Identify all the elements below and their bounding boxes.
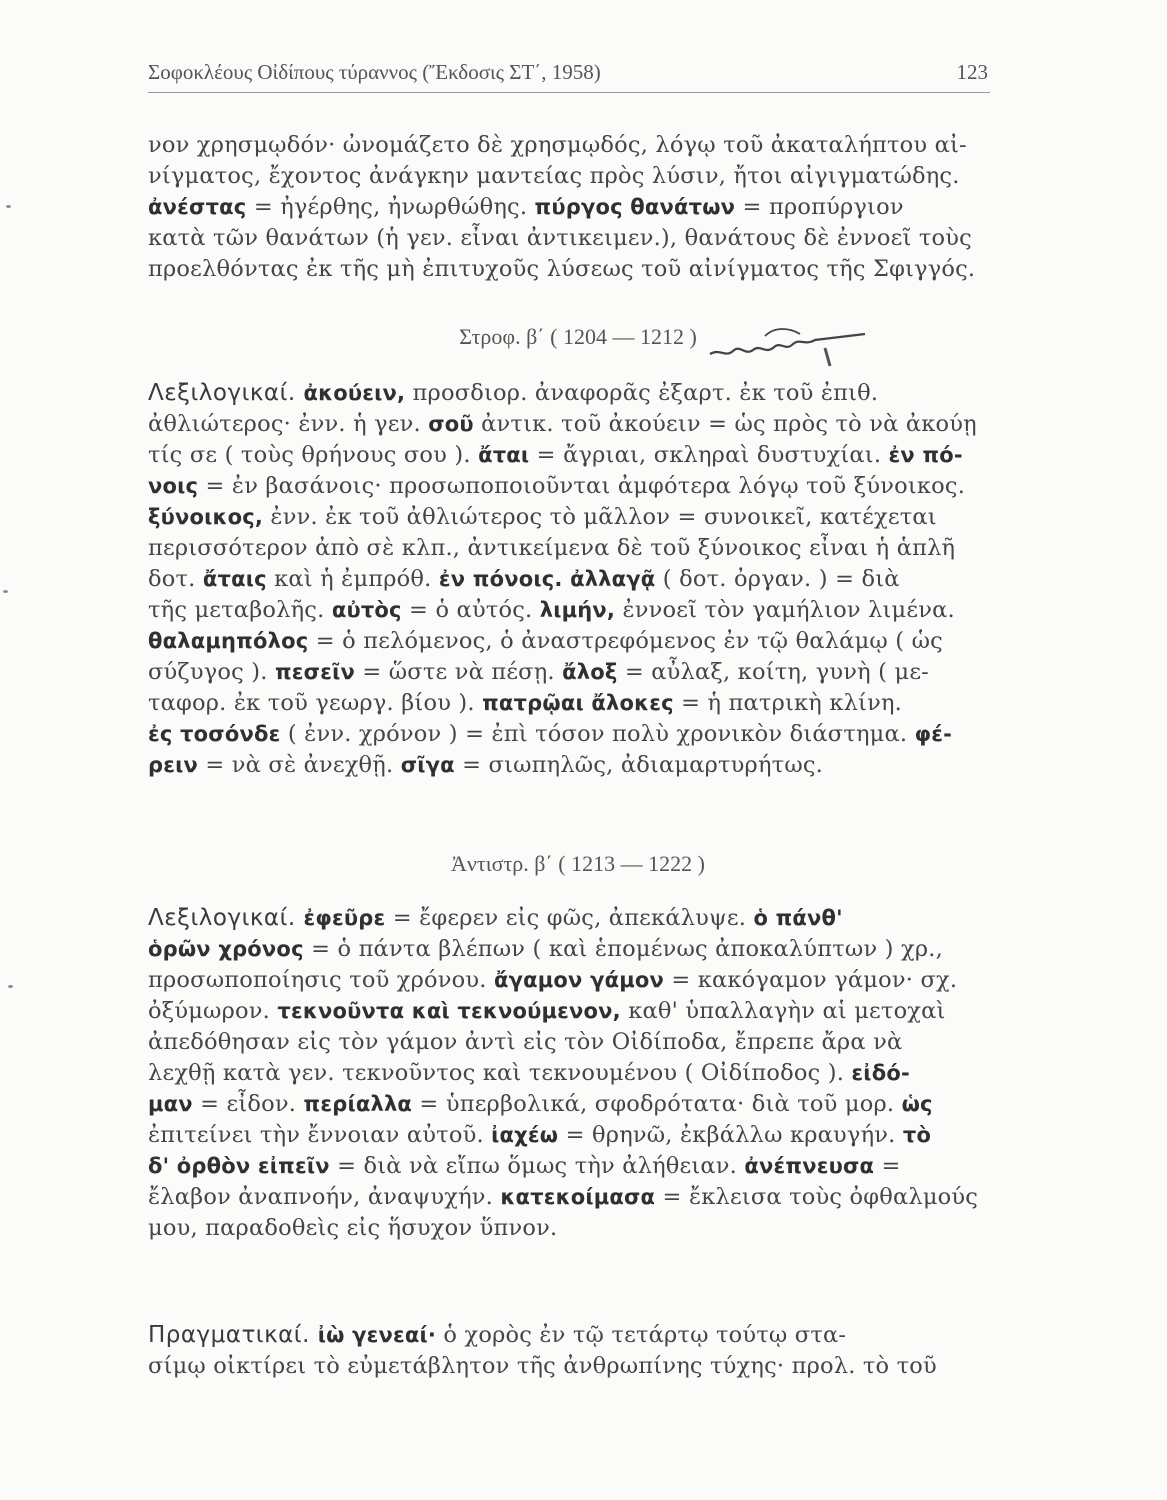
gloss-text: = ὑπερβολικά, σφοδρότατα· διὰ τοῦ μορ.: [412, 1091, 902, 1117]
lemma: ἄγαμον γάμον: [494, 968, 664, 992]
text-line: [148, 688, 1008, 719]
gloss-text: ἔλαβον ἀναπνοήν, ἀναψυχήν.: [148, 1184, 501, 1210]
scan-speck: [3, 590, 8, 593]
lemma: ξύνοικος,: [148, 505, 264, 529]
text-line: [148, 192, 1008, 223]
gloss-text: = ἔκλεισα τοὺς ὀφθαλμούς: [655, 1184, 979, 1210]
text-line: [148, 161, 1008, 192]
text-line: [148, 657, 1008, 688]
gloss-text: ὀξύμωρον.: [148, 998, 278, 1024]
text-line: [148, 1351, 1008, 1382]
gloss-text: ἐνν. ἐκ τοῦ ἀθλιώτερος τὸ μᾶλλον = συνοικεῖ, κατέχεται: [263, 504, 937, 530]
lemma: κατεκοίμασα: [500, 1185, 656, 1209]
gloss-text: ταφορ. ἐκ τοῦ γεωργ. βίου ).: [148, 690, 483, 716]
lemma: ἰαχέω: [491, 1123, 559, 1147]
gloss-text: νον χρησμῳδόν· ὠνομάζετο δὲ χρησμῳδός, λόγῳ τοῦ ἀκαταλήπτου αἰ-: [148, 132, 967, 158]
section-heading: Πραγματικαί.: [148, 1322, 318, 1348]
gloss-text: προσδιορ. ἀναφορᾶς ἐξαρτ. ἐκ τοῦ ἐπιθ.: [405, 380, 879, 406]
text-line: [148, 965, 1008, 996]
gloss-text: =: [874, 1153, 901, 1179]
gloss-text: ἀντικ. τοῦ ἀκούειν = ὡς πρὸς τὸ νὰ ἀκούῃ: [473, 411, 977, 437]
text-line: [148, 564, 1008, 595]
text-line: [148, 440, 1008, 471]
gloss-text: ἐπιτείνει τὴν ἔννοιαν αὐτοῦ.: [148, 1122, 492, 1148]
lemma: ἐφεῦρε: [303, 906, 386, 930]
text-line: [148, 1213, 1008, 1244]
gloss-text: = ὁ αὐτός.: [401, 597, 540, 623]
lemma: ὁ πάνθ': [753, 906, 843, 930]
text-line: [148, 223, 1008, 254]
lemma: λιμήν,: [539, 598, 616, 622]
text-line: [148, 254, 1008, 285]
lemma: ὁρῶν χρόνος: [148, 937, 304, 961]
gloss-text: = ἠγέρθης, ἠνωρθώθης.: [246, 194, 535, 220]
lemma: πύργος θανάτων: [534, 195, 736, 219]
text-line: [148, 996, 1008, 1027]
lemma: ρειν: [148, 753, 199, 777]
gloss-text: κατὰ τῶν θανάτων (ἡ γεν. εἶναι ἀντικειμεν.), θανάτους δὲ ἐννοεῖ τοὺς: [148, 225, 972, 251]
text-line: [148, 1151, 1008, 1182]
gloss-text: = ἄγριαι, σκληραὶ δυστυχίαι.: [529, 442, 889, 468]
page-number: 123: [956, 60, 988, 84]
pragmatikai-notes: [148, 1320, 1008, 1382]
gloss-text: ὁ χορὸς ἐν τῷ τετάρτῳ τούτῳ στα-: [436, 1322, 847, 1348]
lemma: μαν: [148, 1092, 193, 1116]
text-line: [148, 471, 1008, 502]
gloss-text: σύζυγος ).: [148, 659, 275, 685]
text-line: [148, 409, 1008, 440]
text-line: [148, 750, 1008, 781]
gloss-text: = κακόγαμον γάμον· σχ.: [664, 967, 958, 993]
gloss-text: = ἡ πατρικὴ κλίνη.: [673, 690, 902, 716]
lemma: ἐν πό-: [888, 443, 963, 467]
gloss-text: = διὰ νὰ εἴπω ὅμως τὴν ἀλήθειαν.: [329, 1153, 745, 1179]
gloss-text: τῆς μεταβολῆς.: [148, 597, 332, 623]
lemma: ἀκούειν,: [303, 381, 406, 405]
lemma: πατρῷαι ἄλοκες: [482, 691, 674, 715]
text-line: [148, 1058, 1008, 1089]
handwritten-signature: [705, 318, 885, 368]
gloss-text: = εἶδον.: [192, 1091, 304, 1117]
text-line: [148, 378, 1008, 409]
lemma: σῖγα: [400, 753, 455, 777]
section-heading: Λεξιλογικαί.: [148, 905, 304, 931]
lemma: ἀνέστας: [148, 195, 247, 219]
gloss-text: = ἐν βασάνοις· προσωποποιοῦνται ἀμφότερα λόγῳ τοῦ ξύνοικος.: [198, 473, 966, 499]
gloss-text: ἐννοεῖ τὸν γαμήλιον λιμένα.: [615, 597, 955, 623]
gloss-text: = σιωπηλῶς, ἀδιαμαρτυρήτως.: [454, 752, 824, 778]
lemma: αὐτὸς: [331, 598, 402, 622]
text-line: [148, 502, 1008, 533]
lemma: ἐς τοσόνδε: [148, 722, 281, 746]
header-rule: [148, 92, 990, 93]
lemma: σοῦ: [428, 412, 474, 436]
lemma: νοις: [148, 474, 199, 498]
gloss-text: νίγματος, ἔχοντος ἀνάγκην μαντείας πρὸς λύσιν, ἤτοι αἰγιγματώδης.: [148, 163, 960, 189]
antistrophe-notes: [148, 903, 1008, 1244]
gloss-text: ( δοτ. ὀργαν. ) = διὰ: [655, 566, 900, 592]
lemma: εἰδό-: [851, 1061, 910, 1085]
lemma: τεκνοῦντα καὶ τεκνούμενον,: [277, 999, 621, 1023]
lemma: τὸ: [902, 1123, 932, 1147]
gloss-text: προελθόντας ἐκ τῆς μὴ ἐπιτυχοῦς λύσεως τοῦ αἰνίγματος τῆς Σφιγγός.: [148, 256, 976, 282]
gloss-text: καὶ ἡ ἐμπρόθ.: [266, 566, 439, 592]
scan-speck: [6, 205, 11, 208]
lemma: θαλαμηπόλος: [148, 629, 309, 653]
gloss-text: δοτ.: [148, 566, 203, 592]
strophe-heading: Στροφ. β΄ ( 1204 — 1212 ): [459, 324, 697, 349]
lemma: ἄλοξ: [562, 660, 618, 684]
gloss-text: ( ἐνν. χρόνον ) = ἐπὶ τόσον πολὺ χρονικὸν διάστημα.: [280, 721, 915, 747]
lemma: πεσεῖν: [274, 660, 355, 684]
gloss-text: = αὖλαξ, κοίτη, γυνὴ ( με-: [617, 659, 929, 685]
gloss-text: τίς σε ( τοὺς θρήνους σου ).: [148, 442, 479, 468]
text-line: [148, 1120, 1008, 1151]
gloss-text: καθ' ὑπαλλαγὴν αἱ μετοχαὶ: [620, 998, 946, 1024]
text-line: [148, 719, 1008, 750]
lemma: ὡς: [901, 1092, 933, 1116]
gloss-text: = θρηνῶ, ἐκβάλλω κραυγήν.: [558, 1122, 903, 1148]
lemma: περίαλλα: [303, 1092, 413, 1116]
gloss-text: = ὥστε νὰ πέσῃ.: [355, 659, 563, 685]
text-line: [148, 934, 1008, 965]
gloss-text: ἀθλιώτερος· ἐνν. ἡ γεν.: [148, 411, 429, 437]
text-line: [148, 595, 1008, 626]
gloss-text: = ὁ πελόμενος, ὁ ἀναστρεφόμενος ἐν τῷ θαλάμῳ ( ὡς: [308, 628, 943, 654]
gloss-text: περισσότερον ἀπὸ σὲ κλπ., ἀντικείμενα δὲ τοῦ ξύνοικος εἶναι ἡ ἁπλῆ: [148, 535, 956, 561]
gloss-text: = προπύργιον: [735, 194, 904, 220]
gloss-text: = νὰ σὲ ἀνεχθῇ.: [198, 752, 401, 778]
lemma: ἐν πόνοις. ἀλλαγᾷ: [438, 567, 656, 591]
strophe-notes: [148, 378, 1008, 781]
lemma: δ' ὀρθὸν εἰπεῖν: [148, 1154, 330, 1178]
running-title: Σοφοκλέους Οἰδίπους τύραννος (Ἔκδοσις ΣΤ΄, 1958): [148, 60, 601, 84]
gloss-text: μου, παραδοθεὶς εἰς ἥσυχον ὕπνον.: [148, 1215, 558, 1241]
lemma: ἄταις: [202, 567, 267, 591]
text-line: [148, 1320, 1008, 1351]
text-line: [148, 903, 1008, 934]
lemma: φέ-: [914, 722, 953, 746]
text-line: [148, 533, 1008, 564]
antistrophe-heading: Ἀντιστρ. β΄ ( 1213 — 1222 ): [451, 851, 705, 876]
gloss-text: σίμῳ οἰκτίρει τὸ εὐμετάβλητον τῆς ἀνθρωπίνης τύχης· προλ. τὸ τοῦ: [148, 1353, 937, 1379]
intro-paragraph: [148, 130, 1008, 285]
text-line: [148, 626, 1008, 657]
gloss-text: ἀπεδόθησαν εἰς τὸν γάμον ἀντὶ εἰς τὸν Οἰδίποδα, ἔπρεπε ἄρα νὰ: [148, 1029, 903, 1055]
lemma: ἰὼ γενεαί·: [317, 1323, 437, 1347]
scan-speck: [8, 985, 13, 988]
gloss-text: λεχθῇ κατὰ γεν. τεκνοῦντος καὶ τεκνουμένου ( Οἰδίποδος ).: [148, 1060, 852, 1086]
section-heading: Λεξιλογικαί.: [148, 380, 304, 406]
lemma: ἄται: [478, 443, 530, 467]
gloss-text: = ἔφερεν εἰς φῶς, ἀπεκάλυψε.: [385, 905, 754, 931]
text-line: [148, 1027, 1008, 1058]
text-line: [148, 1182, 1008, 1213]
lemma: ἀνέπνευσα: [744, 1154, 875, 1178]
gloss-text: προσωποποίησις τοῦ χρόνου.: [148, 967, 495, 993]
text-line: [148, 130, 1008, 161]
gloss-text: = ὁ πάντα βλέπων ( καὶ ἑπομένως ἀποκαλύπτων ) χρ.,: [303, 936, 943, 962]
text-line: [148, 1089, 1008, 1120]
